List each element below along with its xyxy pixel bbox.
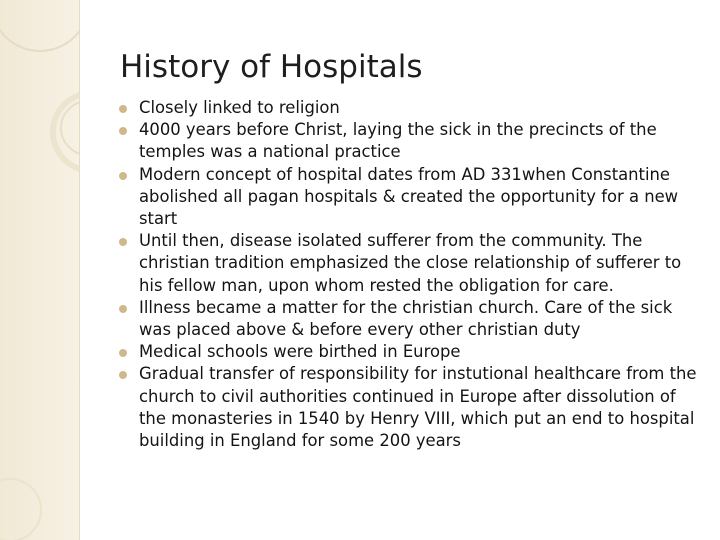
bullet-item	[119, 230, 699, 297]
bullet-text: Modern concept of hospital dates from AD 331when Constantine abolished all pagan hospitals & created the opportunity for a new start	[139, 164, 679, 229]
bullet-text: 4000 years before Christ, laying the sick in the precincts of the temples was a national practice	[139, 120, 657, 162]
bullet-item	[119, 119, 699, 163]
decorative-side-panel	[0, 0, 79, 540]
bullet-text: Medical schools were birthed in Europe	[139, 342, 461, 362]
bullet-dot-icon	[119, 172, 127, 180]
bullet-text: Illness became a matter for the christian church. Care of the sick was placed above & before every other christian duty	[139, 297, 673, 340]
bullet-item	[119, 341, 699, 363]
slide-title: History of Hospitals	[120, 49, 423, 85]
decorative-circle	[0, 0, 79, 52]
bullet-item	[119, 97, 699, 119]
bullet-item	[119, 297, 699, 341]
bullet-list	[119, 97, 699, 452]
bullet-text: Until then, disease isolated sufferer from the community. The christian tradition emphasized the close relationship of sufferer to his fellow man, upon whom rested the obligation for care.	[139, 231, 682, 295]
bullet-item	[119, 363, 699, 452]
bullet-text: Closely linked to religion	[139, 98, 340, 117]
bullet-dot-icon	[119, 305, 127, 313]
bullet-dot-icon	[119, 105, 127, 113]
bullet-item	[119, 164, 699, 231]
bullet-dot-icon	[119, 238, 127, 246]
bullet-dot-icon	[119, 349, 127, 357]
bullet-text: Gradual transfer of responsibility for instutional healthcare from the church to civil authorities continued in Europe after dissolution of the monasteries in 1540 by Henry VIII, which put an end to hospital building in England for some 200 years	[139, 364, 697, 451]
bullet-dot-icon	[119, 371, 127, 379]
bullet-dot-icon	[119, 127, 127, 135]
panel-divider	[79, 0, 80, 540]
decorative-circle	[0, 478, 42, 540]
